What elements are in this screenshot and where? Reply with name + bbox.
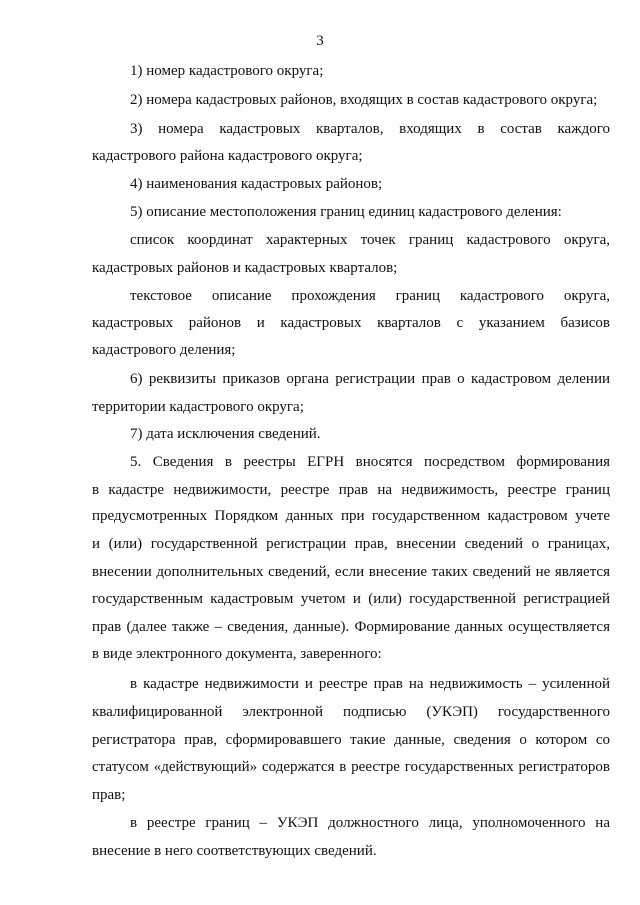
item-5-text-line-1: текстовое описание прохождения границ кадастрового округа, (130, 288, 610, 304)
item-7: 7) дата исключения сведений. (130, 426, 321, 442)
sub-b-line-1: в реестре границ – УКЭП должностного лица, уполномоченного на (130, 815, 610, 831)
item-5-coords-line-1: список координат характерных точек границ кадастрового округа, (130, 232, 610, 248)
item-6-line-1: 6) реквизиты приказов органа регистрации прав о кадастровом делении (130, 371, 610, 387)
item-4: 4) наименования кадастровых районов; (130, 176, 383, 192)
section-5-line-7: прав (далее также – сведения, данные). Формирование данных осуществляется (92, 619, 610, 635)
sub-a-line-4: статусом «действующий» содержатся в реестре государственных регистраторов (92, 759, 610, 775)
sub-a-line-2: квалифицированной электронной подписью (УКЭП) государственного (92, 704, 610, 720)
section-5-line-6: государственным кадастровым учетом и (или) государственной регистрацией (92, 591, 610, 607)
sub-a-line-5: прав; (92, 787, 126, 803)
section-5-line-2: в кадастре недвижимости, реестре прав на недвижимость, реестре границ (92, 482, 610, 498)
item-1: 1) номер кадастрового округа; (130, 63, 324, 79)
item-5: 5) описание местоположения границ единиц кадастрового деления: (130, 204, 562, 220)
item-5-coords-line-2: кадастровых районов и кадастровых кварталов; (92, 260, 398, 276)
item-6-line-2: территории кадастрового округа; (92, 399, 304, 415)
item-5-text-line-3: кадастрового деления; (92, 342, 236, 358)
item-3-line-2: кадастрового района кадастрового округа; (92, 148, 363, 164)
page-number: 3 (316, 33, 324, 49)
sub-b-line-2: внесение в него соответствующих сведений. (92, 843, 377, 859)
item-5-text-line-2: кадастровых районов и кадастровых кварталов с указанием базисов (92, 315, 610, 331)
section-5-line-8: в виде электронного документа, заверенного: (92, 646, 382, 662)
item-2: 2) номера кадастровых районов, входящих в состав кадастрового округа; (130, 92, 598, 108)
section-5-line-5: внесении дополнительных сведений, если внесение таких сведений не является (92, 564, 610, 580)
section-5-line-4: и (или) государственной регистрации прав, внесении сведений о границах, (92, 536, 610, 552)
sub-a-line-3: регистратора прав, сформировавшего такие данные, сведения о котором со (92, 732, 610, 748)
section-5-line-1: 5. Сведения в реестры ЕГРН вносятся посредством формирования (130, 454, 610, 470)
item-3-line-1: 3) номера кадастровых кварталов, входящих в состав каждого (130, 121, 610, 137)
sub-a-line-1: в кадастре недвижимости и реестре прав на недвижимость – усиленной (130, 676, 610, 692)
section-5-line-3: предусмотренных Порядком данных при государственном кадастровом учете (92, 508, 610, 524)
